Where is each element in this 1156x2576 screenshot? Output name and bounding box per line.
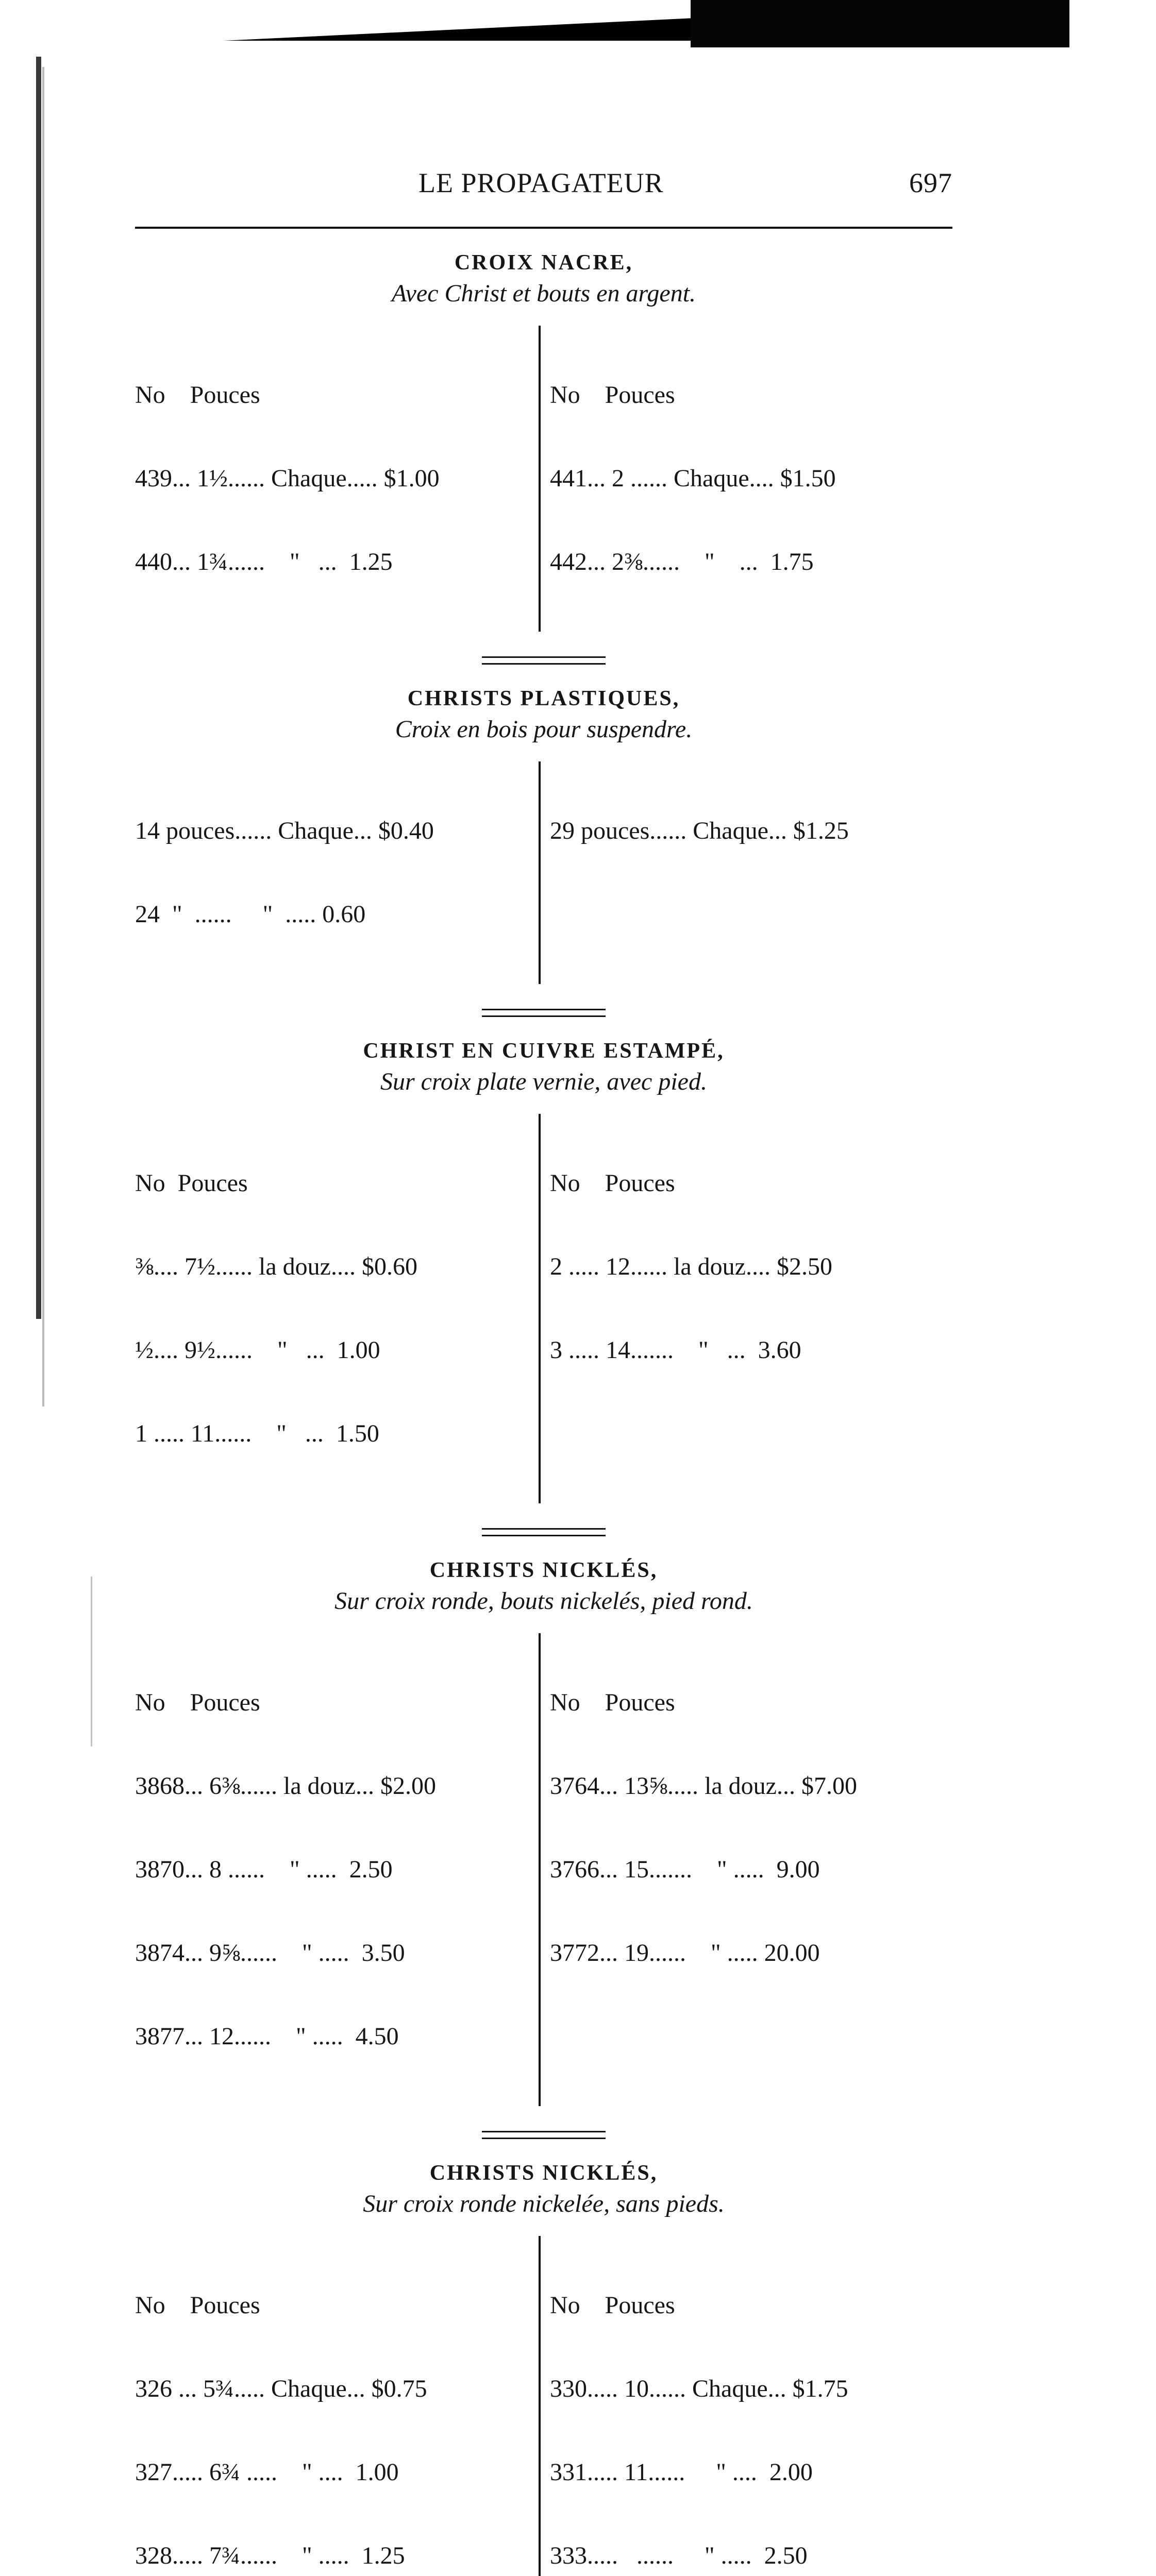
section-christ-cuivre — [135, 1039, 952, 1536]
price-row: No Pouces — [550, 381, 675, 409]
section-subtitle: Sur croix plate vernie, avec pied. — [380, 1068, 707, 1095]
scan-edge-shadow — [42, 67, 44, 1406]
price-row: 3 ..... 14....... " ... 3.60 — [550, 1336, 801, 1364]
price-row: 440... 1¾...... " ... 1.25 — [135, 548, 393, 575]
section-subtitle: Avec Christ et bouts en argent. — [391, 280, 696, 307]
price-row: 333..... ...... " ..... 2.50 — [550, 2542, 808, 2569]
price-row: 331..... 11...... " .... 2.00 — [550, 2459, 813, 2486]
price-row: 2 ..... 12...... la douz.... $2.50 — [550, 1253, 832, 1280]
scan-edge-shadow — [91, 1577, 92, 1747]
section-title: CHRISTS NICKLÉS, — [429, 1558, 658, 1582]
page-title: LE PROPAGATEUR — [418, 167, 664, 198]
price-row: No Pouces — [550, 1170, 675, 1197]
price-row-empty — [550, 2023, 952, 2050]
section-divider — [482, 1009, 606, 1017]
section-subtitle: Sur croix ronde, bouts nickelés, pied rond. — [334, 1587, 753, 1615]
scan-edge-shadow — [36, 57, 41, 1319]
header-rule — [135, 227, 952, 229]
price-column-left — [135, 761, 539, 984]
price-column-right — [539, 2236, 952, 2576]
price-column-left — [135, 1633, 539, 2106]
price-column-left — [135, 2236, 539, 2576]
price-row: 29 pouces...... Chaque... $1.25 — [550, 817, 849, 844]
price-table — [135, 2236, 952, 2576]
section-title: CROIX NACRE, — [454, 251, 633, 275]
price-row: 439... 1½...... Chaque..... $1.00 — [135, 465, 440, 492]
section-christs-nickles-pied — [135, 1558, 952, 2139]
section-divider — [482, 656, 606, 665]
section-divider — [482, 2131, 606, 2139]
price-row: 3877... 12...... " ..... 4.50 — [135, 2023, 399, 2050]
price-row: 327..... 6¾ ..... " .... 1.00 — [135, 2459, 399, 2486]
price-column-right — [539, 326, 952, 632]
price-column-right — [539, 1114, 952, 1503]
price-column-right — [539, 761, 952, 984]
section-subtitle: Croix en bois pour suspendre. — [395, 716, 693, 743]
price-row: No Pouces — [135, 2292, 260, 2319]
price-column-right — [539, 1633, 952, 2106]
price-row-empty — [550, 1420, 952, 1448]
price-row: 24 " ...... " ..... 0.60 — [135, 901, 366, 928]
price-row: 3766... 15....... " ..... 9.00 — [550, 1856, 820, 1883]
price-row: 3874... 9⅝...... " ..... 3.50 — [135, 1939, 405, 1967]
price-row: 3870... 8 ...... " ..... 2.50 — [135, 1856, 393, 1883]
price-row: 442... 2⅜...... " ... 1.75 — [550, 548, 814, 575]
price-row: ⅜.... 7½...... la douz.... $0.60 — [135, 1253, 417, 1280]
price-row: 14 pouces...... Chaque... $0.40 — [135, 817, 434, 844]
price-row: 328..... 7¾...... " ..... 1.25 — [135, 2542, 405, 2569]
section-subtitle: Sur croix ronde nickelée, sans pieds. — [363, 2190, 725, 2217]
price-row: 1 ..... 11...... " ... 1.50 — [135, 1420, 379, 1447]
price-column-left — [135, 1114, 539, 1503]
price-row-empty — [550, 901, 952, 928]
price-column-left — [135, 326, 539, 632]
section-divider — [482, 1528, 606, 1536]
price-row: No Pouces — [135, 1689, 260, 1716]
price-row: 3772... 19...... " ..... 20.00 — [550, 1939, 820, 1967]
price-table — [135, 761, 952, 984]
price-row: 326 ... 5¾..... Chaque... $0.75 — [135, 2375, 427, 2402]
price-table — [135, 1114, 952, 1503]
price-row: 441... 2 ...... Chaque.... $1.50 — [550, 465, 836, 492]
price-row: 330..... 10...... Chaque... $1.75 — [550, 2375, 848, 2402]
price-row: No Pouces — [135, 381, 260, 409]
price-row: 3868... 6⅜...... la douz... $2.00 — [135, 1772, 436, 1800]
price-row: ½.... 9½...... " ... 1.00 — [135, 1336, 380, 1364]
section-croix-nacre — [135, 250, 952, 665]
section-christs-plastiques — [135, 686, 952, 1017]
running-head — [135, 155, 952, 206]
page-number: 697 — [909, 167, 952, 198]
price-row: No Pouces — [135, 1170, 248, 1197]
section-christs-nickles-sans-pieds — [135, 2161, 952, 2576]
catalog-page — [135, 155, 952, 2576]
price-table — [135, 1633, 952, 2106]
price-table — [135, 326, 952, 632]
section-title: CHRISTS NICKLÉS, — [429, 2161, 658, 2185]
section-title: CHRISTS PLASTIQUES, — [407, 687, 680, 710]
price-row: 3764... 13⅝..... la douz... $7.00 — [550, 1772, 857, 1800]
scan-edge-shadow — [691, 0, 1069, 47]
price-row: No Pouces — [550, 2292, 675, 2319]
section-title: CHRIST EN CUIVRE ESTAMPÉ, — [363, 1039, 725, 1063]
price-row: No Pouces — [550, 1689, 675, 1716]
